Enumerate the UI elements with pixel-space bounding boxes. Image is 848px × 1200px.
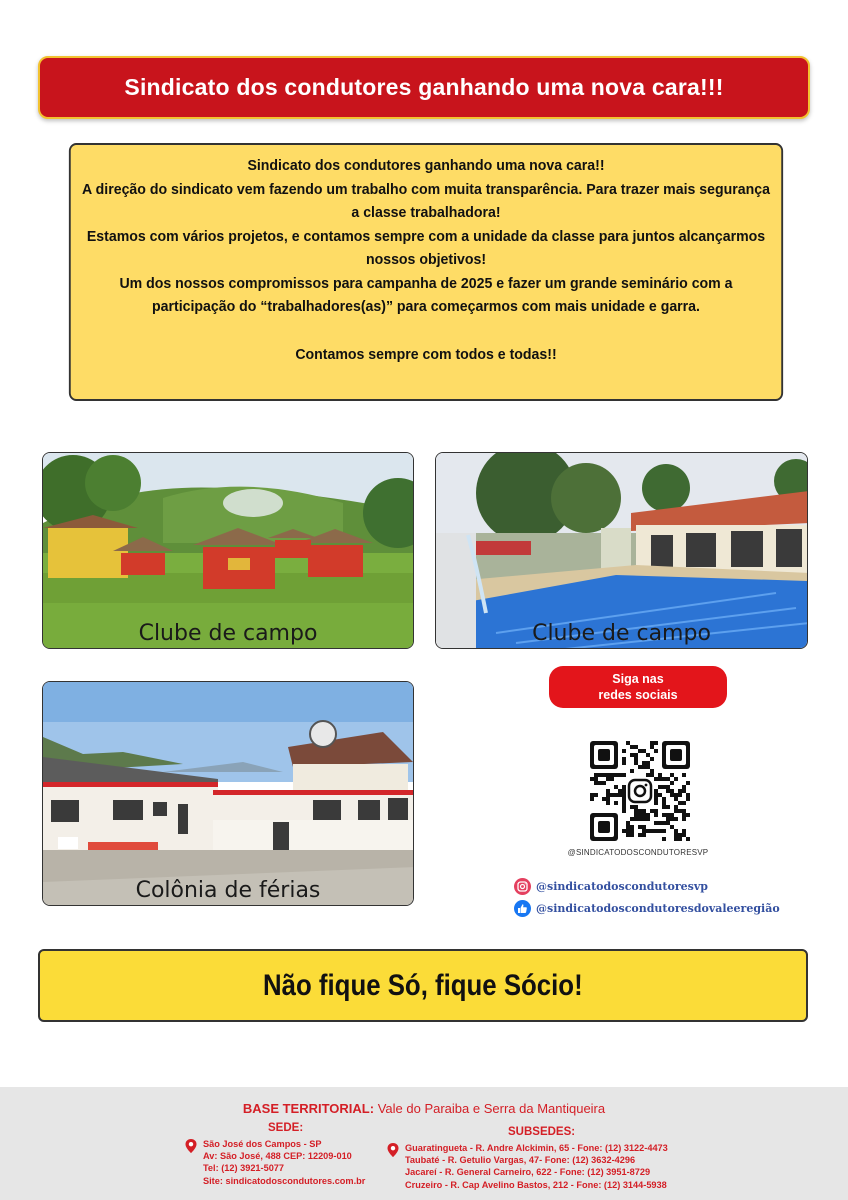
- message-line: A direção do sindicato vem fazendo um trabalho com muita transparência. Para trazer mais segurança a classe trabalhadora!: [82, 180, 770, 221]
- sede-line: Tel: (12) 3921-5077: [203, 1163, 285, 1174]
- photo-clube-de-campo-kiosks: [42, 452, 414, 649]
- socio-slogan: Não fique Só, fique Sócio!: [263, 968, 583, 1002]
- socio-banner: [38, 949, 808, 1022]
- subsede-line: Cruzeiro - R. Cap Avelino Bastos, 212 - Fone: (12) 3144-5938: [405, 1179, 667, 1190]
- photo-colonia-de-ferias: [42, 681, 414, 906]
- message-line: Estamos com vários projetos, e contamos sempre com a unidade da classe para juntos alcançarmos nossos objetivos!: [86, 227, 766, 268]
- subsede-line: Jacareí - R. General Carneiro, 622 - Fone: (12) 3951-8729: [405, 1167, 651, 1178]
- location-pin-icon: [185, 1139, 197, 1153]
- photo-caption: Colônia de férias: [135, 878, 321, 903]
- follow-label-line1: Siga nas: [612, 672, 664, 686]
- message-box: [69, 143, 783, 401]
- instagram-link[interactable]: [514, 876, 708, 896]
- colonia-image: [43, 682, 414, 906]
- photo-clube-de-campo-pool: [435, 452, 808, 649]
- sede-title: SEDE:: [268, 1122, 304, 1134]
- pool-image: [436, 453, 808, 649]
- base-territorial: [0, 1101, 848, 1116]
- photo-caption: Clube de campo: [138, 621, 318, 646]
- base-value: Vale do Paraiba e Serra da Mantiqueira: [377, 1101, 606, 1116]
- subsedes-title: SUBSEDES:: [508, 1126, 576, 1138]
- sede-line: Site: sindicatodoscondutores.com.br: [203, 1175, 366, 1186]
- sede-line: São José dos Campos - SP: [203, 1139, 322, 1149]
- kiosks-image: [43, 453, 414, 649]
- subsedes-addresses: [405, 1142, 668, 1191]
- qr-code-card[interactable]: [562, 733, 714, 863]
- facebook-like-icon: [514, 900, 531, 917]
- message-line: Um dos nossos compromissos para campanha de 2025 e fazer um grande seminário com a participação do “trabalhadores(as)” para começarmos com mais unidade e garra.: [119, 274, 733, 315]
- sede-line: Av: São José, 488 CEP: 12209-010: [203, 1151, 352, 1162]
- follow-label-line2: redes sociais: [598, 688, 678, 702]
- instagram-handle: @sindicatodoscondutoresvp: [536, 879, 708, 893]
- base-label: BASE TERRITORIAL:: [242, 1101, 375, 1116]
- subsede-line: Taubaté - R. Getulio Vargas, 47- Fone: (12) 3632-4296: [405, 1155, 636, 1166]
- subsede-line: Guaratingueta - R. Andre Alckimin, 65 - Fone: (12) 3122-4473: [405, 1143, 668, 1153]
- facebook-link[interactable]: [514, 898, 780, 918]
- location-pin-icon: [387, 1143, 399, 1157]
- message-line: Contamos sempre com todos e todas!!: [295, 345, 557, 363]
- message-line: Sindicato dos condutores ganhando uma nova cara!!: [247, 157, 605, 174]
- page-title: Sindicato dos condutores ganhando uma nova cara!!!: [124, 74, 724, 100]
- top-banner: [38, 56, 810, 119]
- photo-caption: Clube de campo: [532, 621, 711, 646]
- qr-instagram-icon: [626, 777, 654, 805]
- follow-social-button[interactable]: [549, 666, 727, 708]
- instagram-icon: [514, 878, 531, 895]
- qr-code: [562, 733, 714, 845]
- sede-address: [203, 1138, 365, 1187]
- qr-handle: @SINDICATODOSCONDUTORESVP: [567, 848, 709, 857]
- facebook-handle: @sindicatodoscondutoresdovaleeregião: [536, 901, 780, 915]
